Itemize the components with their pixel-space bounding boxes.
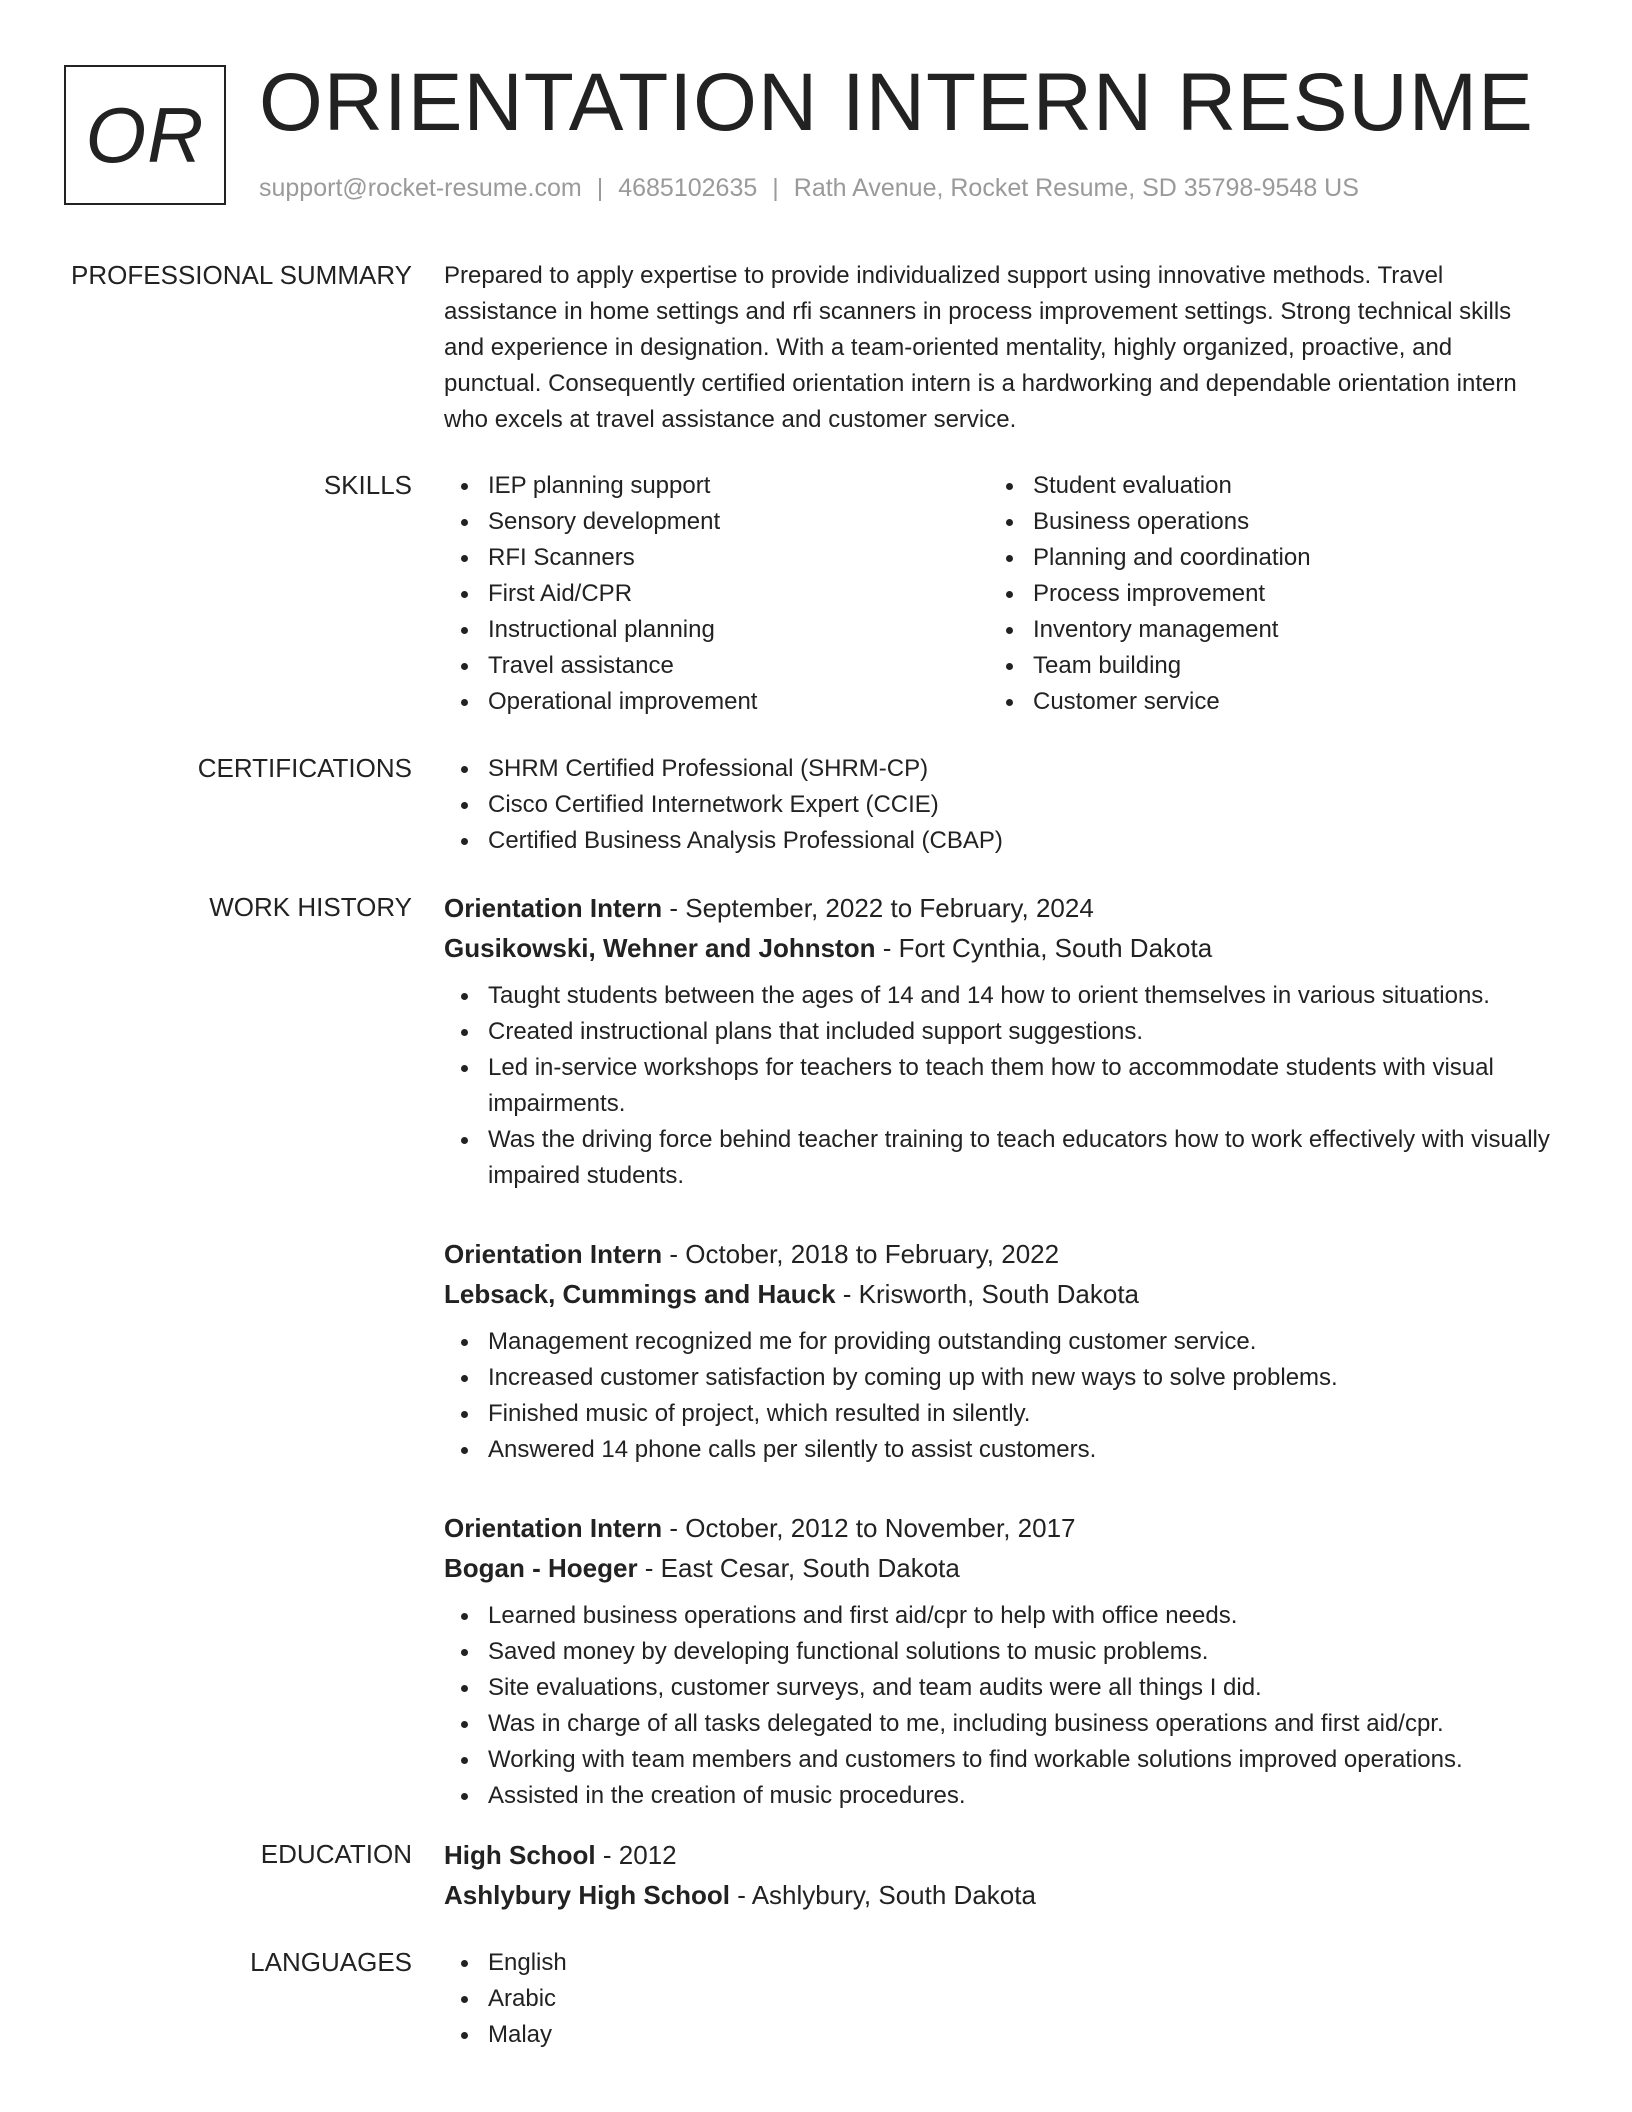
certification-item: Certified Business Analysis Professional (CBAP)	[444, 823, 1556, 859]
language-item: English	[444, 1945, 1556, 1981]
job-bullet: Answered 14 phone calls per silently to assist customers.	[444, 1432, 1556, 1468]
education-year: - 2012	[595, 1840, 677, 1870]
job-bullet: Assisted in the creation of music procedures.	[444, 1778, 1556, 1814]
summary-text: Prepared to apply expertise to provide individualized support using innovative methods. Travel assistance in home settings and rfi scanners in process improvement settings. Strong technical skills and experience in designation. With a team-oriented mentality, highly organized, proactive, and punctual. Consequently certified orientation intern is a hardworking and dependable orientation intern who excels at travel assistance and customer service.	[444, 262, 1517, 433]
languages-list	[444, 1945, 1556, 2053]
job-bullet: Increased customer satisfaction by coming up with new ways to solve problems.	[444, 1360, 1556, 1396]
job-title: Orientation Intern	[444, 1513, 663, 1543]
skills-body	[444, 468, 1556, 720]
contact-line	[259, 174, 1359, 203]
work-history-heading: WORK HISTORY	[209, 892, 412, 922]
skill-item: Business operations	[989, 504, 1534, 540]
language-item: Malay	[444, 2017, 1556, 2053]
contact-separator: |	[596, 174, 604, 202]
job-bullet: Finished music of project, which resulted in silently.	[444, 1396, 1556, 1432]
contact-separator: |	[772, 174, 779, 202]
certification-item: Cisco Certified Internetwork Expert (CCIE)	[444, 787, 1556, 823]
skill-item: IEP planning support	[444, 468, 989, 504]
skill-item: First Aid/CPR	[444, 576, 989, 612]
education-heading: EDUCATION	[260, 1839, 412, 1869]
resume-title: ORIENTATION INTERN RESUME	[259, 57, 1534, 148]
job-title-line	[444, 1508, 1556, 1548]
job-bullet: Saved money by developing functional solutions to music problems.	[444, 1634, 1556, 1670]
job-bullet: Working with team members and customers to find workable solutions improved operations.	[444, 1742, 1556, 1778]
job-company: Bogan - Hoeger	[444, 1553, 638, 1583]
job-company-line	[444, 1548, 1556, 1588]
languages-heading: LANGUAGES	[250, 1947, 412, 1977]
certifications-list	[444, 751, 1556, 859]
job-bullet: Was in charge of all tasks delegated to me, including business operations and first aid/cpr.	[444, 1706, 1556, 1742]
skill-item: Travel assistance	[444, 648, 989, 684]
job-entry	[444, 888, 1556, 1194]
skill-item: Student evaluation	[989, 468, 1534, 504]
contact-address: Rath Avenue, Rocket Resume, SD 35798-9548 US	[793, 174, 1359, 202]
language-item: Arabic	[444, 1981, 1556, 2017]
job-company-line	[444, 928, 1556, 968]
skill-item: Sensory development	[444, 504, 989, 540]
job-bullet: Created instructional plans that included support suggestions.	[444, 1014, 1556, 1050]
job-bullet: Management recognized me for providing outstanding customer service.	[444, 1324, 1556, 1360]
education-school: Ashlybury High School	[444, 1880, 731, 1910]
job-bullets	[444, 1324, 1556, 1468]
job-bullet: Was the driving force behind teacher training to teach educators how to work effectively with visually impaired students.	[444, 1122, 1556, 1194]
job-title: Orientation Intern	[444, 1239, 663, 1269]
job-location: - Fort Cynthia, South Dakota	[875, 933, 1213, 963]
monogram-box	[64, 65, 226, 205]
job-title-line	[444, 1234, 1556, 1274]
job-bullets	[444, 1598, 1556, 1814]
job-bullet: Taught students between the ages of 14 and 14 how to orient themselves in various situations.	[444, 978, 1556, 1014]
skills-heading: SKILLS	[323, 470, 412, 500]
job-bullet: Learned business operations and first aid/cpr to help with office needs.	[444, 1598, 1556, 1634]
job-company: Gusikowski, Wehner and Johnston	[444, 933, 876, 963]
job-bullet: Led in-service workshops for teachers to teach them how to accommodate students with visual impairments.	[444, 1050, 1556, 1122]
job-company: Lebsack, Cummings and Hauck	[444, 1279, 836, 1309]
summary-body	[444, 258, 1556, 438]
job-dates: - October, 2018 to February, 2022	[662, 1239, 1060, 1269]
contact-email: support@rocket-resume.com	[259, 174, 582, 202]
job-entry	[444, 1234, 1556, 1468]
skill-item: RFI Scanners	[444, 540, 989, 576]
skill-item: Planning and coordination	[989, 540, 1534, 576]
languages-body	[444, 1945, 1556, 2053]
education-degree-line	[444, 1835, 1556, 1875]
work-history-body	[444, 888, 1556, 1854]
skills-list-right	[989, 468, 1534, 720]
education-degree: High School	[444, 1840, 596, 1870]
education-school-line	[444, 1875, 1556, 1915]
job-dates: - October, 2012 to November, 2017	[662, 1513, 1076, 1543]
job-location: - East Cesar, South Dakota	[637, 1553, 960, 1583]
skill-item: Operational improvement	[444, 684, 989, 720]
skills-list-left	[444, 468, 989, 720]
education-body	[444, 1835, 1556, 1925]
certifications-body	[444, 751, 1556, 859]
skill-item: Customer service	[989, 684, 1534, 720]
contact-phone: 4685102635	[618, 174, 758, 202]
certification-item: SHRM Certified Professional (SHRM-CP)	[444, 751, 1556, 787]
education-location: - Ashlybury, South Dakota	[730, 1880, 1036, 1910]
summary-heading: PROFESSIONAL SUMMARY	[71, 260, 412, 290]
job-bullet: Site evaluations, customer surveys, and team audits were all things I did.	[444, 1670, 1556, 1706]
skill-item: Instructional planning	[444, 612, 989, 648]
monogram-text: OR	[85, 90, 205, 179]
job-location: - Krisworth, South Dakota	[835, 1279, 1140, 1309]
job-company-line	[444, 1274, 1556, 1314]
job-entry	[444, 1508, 1556, 1814]
job-bullets	[444, 978, 1556, 1194]
job-title-line	[444, 888, 1556, 928]
certifications-heading: CERTIFICATIONS	[197, 753, 412, 783]
job-dates: - September, 2022 to February, 2024	[662, 893, 1094, 923]
skill-item: Process improvement	[989, 576, 1534, 612]
job-title: Orientation Intern	[444, 893, 663, 923]
skill-item: Team building	[989, 648, 1534, 684]
skill-item: Inventory management	[989, 612, 1534, 648]
